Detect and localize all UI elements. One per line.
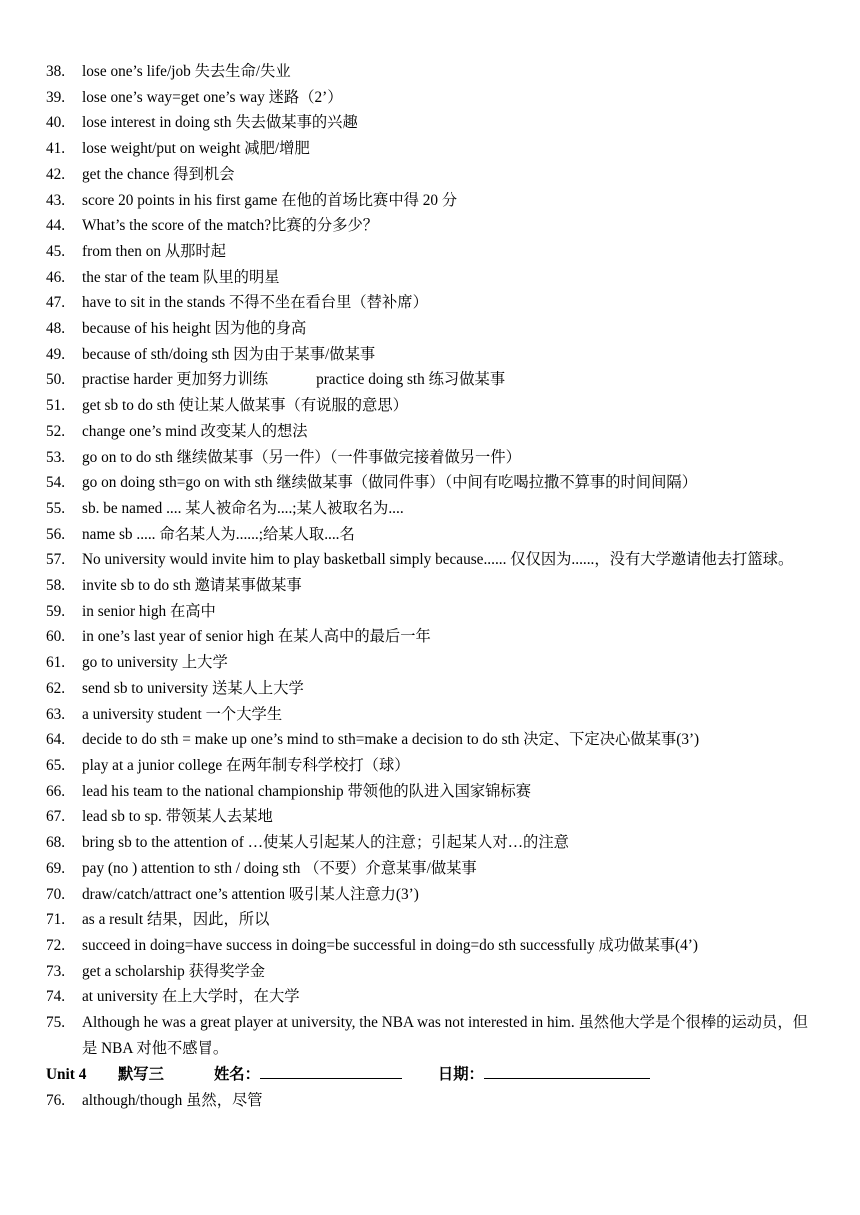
item-text-main: draw/catch/attract one’s attention 吸引某人注意力(3’) bbox=[82, 885, 419, 903]
item-number: 47. bbox=[46, 294, 66, 312]
list-item bbox=[0, 59, 860, 85]
list-item bbox=[0, 573, 860, 599]
item-text-main: get a scholarship 获得奖学金 bbox=[82, 962, 266, 980]
list-item bbox=[0, 367, 860, 393]
item-text bbox=[82, 650, 814, 676]
dictation-label: 默写三 bbox=[118, 1066, 164, 1084]
item-text bbox=[82, 547, 814, 573]
item-number: 45. bbox=[46, 242, 66, 260]
item-text bbox=[82, 110, 814, 136]
item-text bbox=[82, 445, 814, 471]
item-text bbox=[82, 136, 814, 162]
item-text bbox=[82, 522, 814, 548]
item-number: 39. bbox=[46, 88, 66, 106]
item-text bbox=[82, 470, 814, 496]
list-item bbox=[0, 239, 860, 265]
list-item bbox=[0, 624, 860, 650]
item-number: 54. bbox=[46, 474, 66, 492]
list-item bbox=[0, 830, 860, 856]
item-text-main: change one’s mind 改变某人的想法 bbox=[82, 422, 308, 440]
item-number: 71. bbox=[46, 911, 66, 929]
date-label: 日期： bbox=[437, 1066, 484, 1084]
item-text bbox=[82, 316, 814, 342]
item-number: 73. bbox=[46, 962, 66, 980]
item-text-main: go on doing sth=go on with sth 继续做某事（做同件事）（中间有吃喝拉撒不算事的时间间隔） bbox=[82, 474, 697, 492]
name-label: 姓名： bbox=[214, 1066, 260, 1084]
item-text bbox=[82, 882, 814, 908]
item-number: 53. bbox=[46, 448, 66, 466]
item-text bbox=[82, 1088, 814, 1114]
item-number: 74. bbox=[46, 988, 66, 1006]
item-text-main: name sb ..... 命名某人为......;给某人取....名 bbox=[82, 525, 355, 543]
item-text-main: the star of the team 队里的明星 bbox=[82, 268, 280, 286]
item-text bbox=[82, 162, 814, 188]
list-item bbox=[0, 547, 860, 573]
phrase-list-continued bbox=[0, 1088, 860, 1114]
item-text-main: because of sth/doing sth 因为由于某事/做某事 bbox=[82, 345, 376, 363]
item-text bbox=[82, 59, 814, 85]
item-number: 48. bbox=[46, 320, 66, 338]
item-text bbox=[82, 984, 814, 1010]
item-number: 41. bbox=[46, 140, 66, 158]
list-item bbox=[0, 162, 860, 188]
item-text bbox=[82, 342, 814, 368]
item-text-main: a university student 一个大学生 bbox=[82, 705, 283, 723]
item-text bbox=[82, 753, 814, 779]
item-text-main: in one’s last year of senior high 在某人高中的最后一年 bbox=[82, 628, 431, 646]
item-text-secondary: practice doing sth 练习做某事 bbox=[316, 371, 506, 389]
list-item bbox=[0, 393, 860, 419]
item-text-main: from then on 从那时起 bbox=[82, 242, 227, 260]
list-item bbox=[0, 804, 860, 830]
list-item bbox=[0, 316, 860, 342]
item-text bbox=[82, 265, 814, 291]
list-item bbox=[0, 650, 860, 676]
list-item bbox=[0, 959, 860, 985]
item-text bbox=[82, 496, 814, 522]
list-item bbox=[0, 342, 860, 368]
item-number: 49. bbox=[46, 345, 66, 363]
item-number: 42. bbox=[46, 165, 66, 183]
item-text-main: lose interest in doing sth 失去做某事的兴趣 bbox=[82, 114, 358, 132]
item-number: 63. bbox=[46, 705, 66, 723]
list-item bbox=[0, 265, 860, 291]
item-text bbox=[82, 830, 814, 856]
item-text-main: No university would invite him to play basketball simply because...... 仅仅因为......，没有大学邀请他去打篮球。 bbox=[82, 551, 794, 569]
list-item bbox=[0, 85, 860, 111]
item-text bbox=[82, 702, 814, 728]
item-text-main: bring sb to the attention of …使某人引起某人的注意；引起某人对…的注意 bbox=[82, 834, 569, 852]
item-number: 66. bbox=[46, 782, 66, 800]
item-text-main: What’s the score of the match?比赛的分多少？ bbox=[82, 217, 379, 235]
item-text-main: go on to do sth 继续做某事（另一件）（一件事做完接着做另一件） bbox=[82, 448, 521, 466]
list-item bbox=[0, 419, 860, 445]
item-text-main: send sb to university 送某人上大学 bbox=[82, 679, 304, 697]
section-header bbox=[0, 1061, 860, 1088]
item-text bbox=[82, 290, 814, 316]
list-item bbox=[0, 882, 860, 908]
item-text-main: pay (no ) attention to sth / doing sth （不要）介意某事/做某事 bbox=[82, 859, 477, 877]
item-text bbox=[82, 239, 814, 265]
item-text bbox=[82, 959, 814, 985]
item-text-main: lead sb to sp. 带领某人去某地 bbox=[82, 808, 273, 826]
list-item bbox=[0, 1010, 860, 1061]
item-text bbox=[82, 907, 814, 933]
item-text bbox=[82, 779, 814, 805]
list-item bbox=[0, 213, 860, 239]
item-text bbox=[82, 1010, 814, 1061]
item-number: 67. bbox=[46, 808, 66, 826]
item-number: 75. bbox=[46, 1014, 66, 1032]
item-text-main: as a result 结果，因此，所以 bbox=[82, 911, 270, 929]
item-text-main: in senior high 在高中 bbox=[82, 602, 216, 620]
item-number: 72. bbox=[46, 936, 66, 954]
item-text-main: go to university 上大学 bbox=[82, 654, 228, 672]
item-text-main: lose one’s life/job 失去生命/失业 bbox=[82, 63, 291, 80]
list-item bbox=[0, 984, 860, 1010]
item-number: 64. bbox=[46, 731, 66, 749]
item-number: 69. bbox=[46, 859, 66, 877]
item-text-main: get sb to do sth 使让某人做某事（有说服的意思） bbox=[82, 397, 408, 415]
list-item bbox=[0, 856, 860, 882]
item-text bbox=[82, 393, 814, 419]
item-text-main: get the chance 得到机会 bbox=[82, 165, 235, 183]
item-number: 46. bbox=[46, 268, 66, 286]
list-item bbox=[0, 496, 860, 522]
item-text bbox=[82, 599, 814, 625]
item-text bbox=[82, 727, 814, 753]
item-text-main: decide to do sth = make up one’s mind to sth=make a decision to do sth 决定、下定决心做某事(3’) bbox=[82, 731, 700, 749]
item-number: 57. bbox=[46, 551, 66, 569]
phrase-list bbox=[0, 59, 860, 1061]
list-item bbox=[0, 779, 860, 805]
item-text-main: sb. be named .... 某人被命名为....;某人被取名为.... bbox=[82, 499, 404, 517]
item-number: 40. bbox=[46, 114, 66, 132]
item-number: 58. bbox=[46, 577, 66, 595]
date-blank-line[interactable] bbox=[484, 1061, 650, 1079]
item-number: 76. bbox=[46, 1092, 66, 1110]
item-text bbox=[82, 676, 814, 702]
unit-label: Unit 4 bbox=[46, 1066, 87, 1084]
list-item bbox=[0, 136, 860, 162]
item-text bbox=[82, 213, 814, 239]
item-number: 60. bbox=[46, 628, 66, 646]
list-item bbox=[0, 470, 860, 496]
item-number: 68. bbox=[46, 834, 66, 852]
item-text-main: Although he was a great player at university, the NBA was not interested in him. 虽然他大学是个很棒的运动员，但是 NBA 对他不感冒。 bbox=[82, 1014, 808, 1057]
list-item bbox=[0, 933, 860, 959]
list-item bbox=[0, 188, 860, 214]
item-number: 55. bbox=[46, 499, 66, 517]
document-page bbox=[0, 59, 860, 1114]
list-item bbox=[0, 1088, 860, 1114]
name-blank-line[interactable] bbox=[260, 1061, 402, 1079]
list-item bbox=[0, 727, 860, 753]
item-number: 50. bbox=[46, 371, 66, 389]
list-item bbox=[0, 907, 860, 933]
item-text bbox=[82, 804, 814, 830]
item-text-main: lose weight/put on weight 减肥/增肥 bbox=[82, 140, 310, 158]
item-number: 61. bbox=[46, 654, 66, 672]
item-text-main: play at a junior college 在两年制专科学校打（球） bbox=[82, 756, 410, 774]
item-number: 52. bbox=[46, 422, 66, 440]
item-text-main: practise harder 更加努力训练 bbox=[82, 371, 269, 389]
item-text bbox=[82, 933, 814, 959]
list-item bbox=[0, 599, 860, 625]
list-item bbox=[0, 753, 860, 779]
item-text-main: because of his height 因为他的身高 bbox=[82, 320, 307, 338]
item-text bbox=[82, 85, 814, 111]
item-text-main: lose one’s way=get one’s way 迷路（2’） bbox=[82, 88, 343, 106]
list-item bbox=[0, 290, 860, 316]
item-text bbox=[82, 419, 814, 445]
item-text-main: succeed in doing=have success in doing=be successful in doing=do sth successfully 成功做某事(4’) bbox=[82, 936, 698, 954]
item-text-main: score 20 points in his first game 在他的首场比赛中得 20 分 bbox=[82, 191, 458, 209]
item-number: 56. bbox=[46, 525, 66, 543]
list-item bbox=[0, 110, 860, 136]
item-text-main: lead his team to the national championship 带领他的队进入国家锦标赛 bbox=[82, 782, 532, 800]
item-text bbox=[82, 573, 814, 599]
item-number: 38. bbox=[46, 63, 66, 80]
item-number: 43. bbox=[46, 191, 66, 209]
item-text bbox=[82, 188, 814, 214]
item-text bbox=[82, 856, 814, 882]
item-number: 51. bbox=[46, 397, 66, 415]
list-item bbox=[0, 676, 860, 702]
item-text-main: at university 在上大学时，在大学 bbox=[82, 988, 300, 1006]
item-text-main: have to sit in the stands 不得不坐在看台里（替补席） bbox=[82, 294, 428, 312]
item-text-main: invite sb to do sth 邀请某事做某事 bbox=[82, 577, 302, 595]
item-number: 44. bbox=[46, 217, 66, 235]
item-text bbox=[82, 367, 814, 393]
list-item bbox=[0, 702, 860, 728]
item-number: 62. bbox=[46, 679, 66, 697]
list-item bbox=[0, 445, 860, 471]
item-text bbox=[82, 624, 814, 650]
list-item bbox=[0, 522, 860, 548]
item-number: 70. bbox=[46, 885, 66, 903]
item-number: 59. bbox=[46, 602, 66, 620]
item-number: 65. bbox=[46, 756, 66, 774]
item-text-main: although/though 虽然，尽管 bbox=[82, 1092, 263, 1110]
